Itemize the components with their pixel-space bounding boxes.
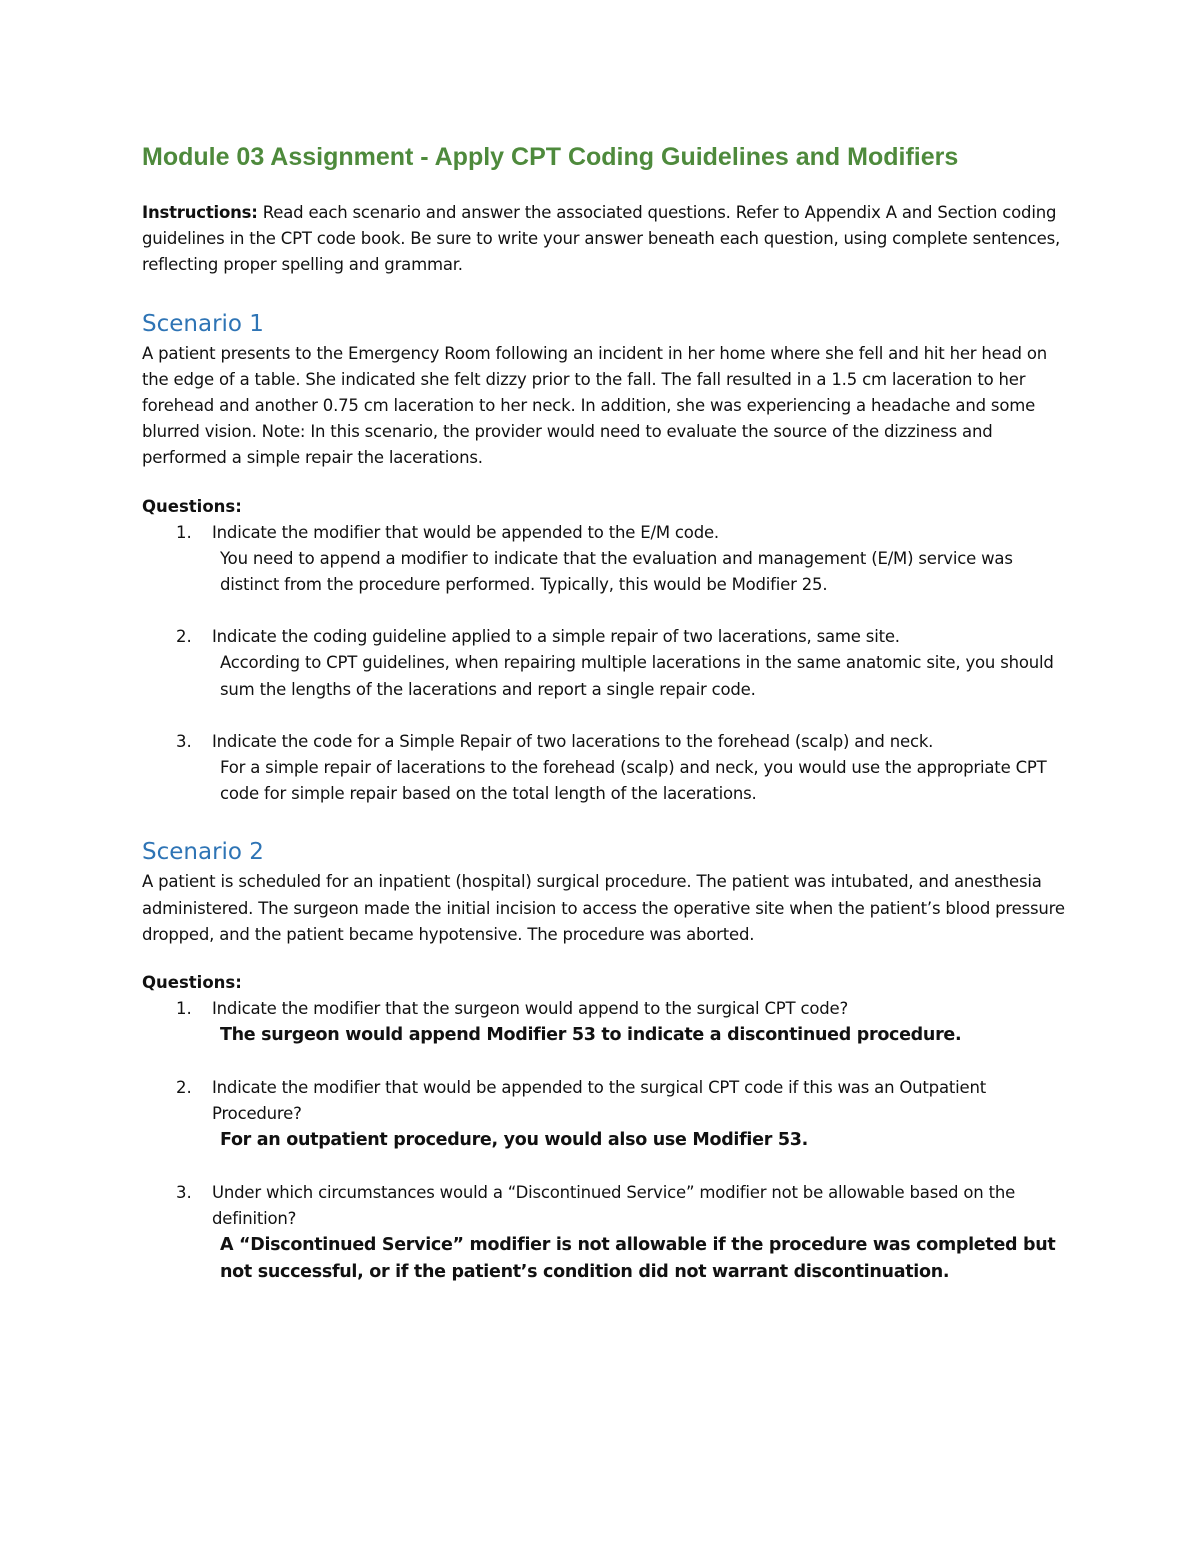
scenario-2-question-3 <box>142 1180 1072 1285</box>
question-text: Indicate the modifier that would be appended to the surgical CPT code if this was an Outpatient Procedure? <box>212 1077 986 1123</box>
question-number: 2. <box>176 1077 192 1097</box>
instructions-paragraph <box>142 200 1072 279</box>
scenario-2-heading: Scenario 2 <box>142 839 264 866</box>
answer-text: For an outpatient procedure, you would also use Modifier 53. <box>220 1130 808 1151</box>
scenario-2-question-1 <box>142 996 1072 1049</box>
scenario-2-question-list <box>142 996 1072 1285</box>
question-number: 1. <box>176 999 192 1019</box>
scenario-1-question-1 <box>142 520 1072 599</box>
question-text: Indicate the coding guideline applied to a simple repair of two lacerations, same site. <box>212 627 900 647</box>
scenario-2-description: A patient is scheduled for an inpatient (hospital) surgical procedure. The patient was intubated, and anesthesia administered. The surgeon made the initial incision to access the operative site when the patient’s blood pressure dropped, and the patient became hypotensive. The procedure was aborted. <box>142 872 1065 944</box>
scenario-1-heading: Scenario 1 <box>142 310 264 337</box>
scenario-1-section <box>142 309 1072 808</box>
answer-text: For a simple repair of lacerations to the forehead (scalp) and neck, you would use the appropriate CPT code for simple repair based on the total length of the lacerations. <box>220 758 1047 804</box>
instructions-text: Read each scenario and answer the associated questions. Refer to Appendix A and Section coding guidelines in the CPT code book. Be sure to write your answer beneath each question, using complete sentences, reflecting proper spelling and grammar. <box>142 203 1061 275</box>
question-number: 1. <box>176 522 192 542</box>
answer-text: A “Discontinued Service” modifier is not allowable if the procedure was completed but not successful, or if the patient’s condition did not warrant discontinuation. <box>220 1235 1056 1282</box>
answer-text: The surgeon would append Modifier 53 to indicate a discontinued procedure. <box>220 1025 962 1046</box>
scenario-2-question-2 <box>142 1075 1072 1154</box>
question-number: 3. <box>176 731 192 751</box>
question-number: 3. <box>176 1182 192 1202</box>
document-title: Module 03 Assignment - Apply CPT Coding Guidelines and Modifiers <box>142 143 959 171</box>
scenario-1-question-2 <box>142 624 1072 703</box>
scenario-1-description: A patient presents to the Emergency Room following an incident in her home where she fell and hit her head on the edge of a table. She indicated she felt dizzy prior to the fall. The fall resulted in a 1.5 cm laceration to her forehead and another 0.75 cm laceration to her neck. In addition, she was experiencing a headache and some blurred vision. Note: In this scenario, the provider would need to evaluate the source of the dizziness and performed a simple repair the lacerations. <box>142 343 1048 468</box>
scenario-1-questions-label: Questions: <box>142 496 242 516</box>
scenario-2-section <box>142 837 1072 1285</box>
answer-text: You need to append a modifier to indicate that the evaluation and management (E/M) service was distinct from the procedure performed. Typically, this would be Modifier 25. <box>220 548 1013 595</box>
question-text: Indicate the modifier that the surgeon would append to the surgical CPT code? <box>212 999 849 1019</box>
scenario-1-question-3 <box>142 729 1072 808</box>
question-text: Under which circumstances would a “Discontinued Service” modifier not be allowable based on the definition? <box>212 1182 1016 1228</box>
question-text: Indicate the code for a Simple Repair of two lacerations to the forehead (scalp) and neck. <box>212 731 934 751</box>
instructions-label: Instructions: <box>142 203 258 222</box>
question-text: Indicate the modifier that would be appended to the E/M code. <box>212 522 719 542</box>
document-page <box>142 140 1072 1285</box>
scenario-1-question-list <box>142 520 1072 808</box>
answer-text: According to CPT guidelines, when repairing multiple lacerations in the same anatomic site, you should sum the lengths of the lacerations and report a single repair code. <box>220 653 1054 699</box>
scenario-2-questions-label: Questions: <box>142 973 242 993</box>
question-number: 2. <box>176 627 192 647</box>
